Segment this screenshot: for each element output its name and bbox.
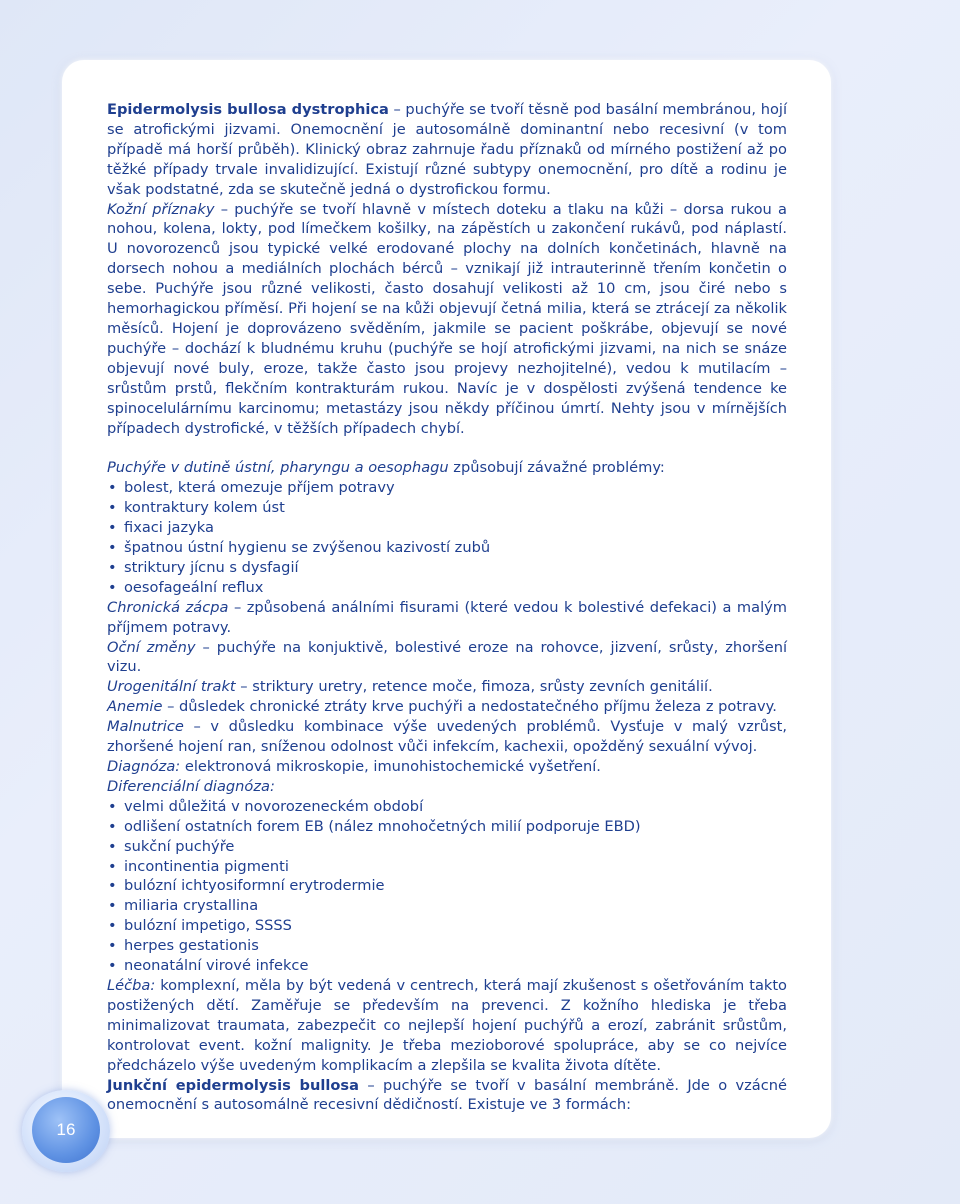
term-italic: Anemie: [107, 698, 163, 716]
paragraph-differential: [107, 777, 787, 797]
list-item: • bulózní impetigo, SSSS: [107, 916, 787, 936]
list-item: • sukční puchýře: [107, 837, 787, 857]
paragraph-malnutrition: [107, 717, 787, 757]
list-item: • miliaria crystallina: [107, 896, 787, 916]
paragraph-diagnosis: [107, 757, 787, 777]
paragraph-body: – puchýře se tvoří těsně pod basální membránou, hojí se atrofickými jizvami. Onemocnění je autosomálně dominantní nebo recesivní (v tom případě má horší průběh). Klinický obraz zahrnuje řadu příznaků od mírného postižení až po těžké případy trvale invalidizující. Existují různé subtypy onemocnění, pro dítě a rodinu je však podstatné, zda se skutečně jedná o dystrofickou formu.: [107, 101, 788, 198]
paragraph-body: – puchýře se tvoří hlavně v místech doteku a tlaku na kůži – dorsa rukou a nohou, kolena, lokty, pod límečkem košilky, na zápěstích u zakončení rukávů, pod náplastí. U novorozenců jsou typické velké erodované plochy na dolních končetinách, hlavně na dorsech nohou a mediálních plochách bérců – vznikají již intrauterinně třením končetin o sebe. Puchýře jsou různé velikosti, často dosahují velikosti až 10 cm, jsou čiré nebo s hemorhagickou příměsí. Při hojení se na kůži objevují četná milia, která se ztrácejí za několik měsíců. Hojení je doprovázeno svěděním, jakmile se pacient poškrábe, objevují se nové puchýře – dochází k bludnému kruhu (puchýře se hojí atrofickými jizvami, na nich se snáze objevují nové buly, eroze, takže často jsou projevy nezhojitelné), vedou k mutilacím – srůstům prstů, flekčním kontrakturám rukou. Navíc je v dospělosti zvýšená tendence ke spinocelulárnímu karcinomu; metastázy jsou někdy příčinou úmrtí. Nehty jsou v mírnějších případech dystrofické, v těžších případech chybí.: [107, 200, 787, 437]
spacer: [107, 438, 787, 458]
paragraph-body: – způsobená análními fisurami (které vedou k bolestivé defekaci) a malým příjmem potravy.: [107, 598, 788, 636]
list-item: • fixaci jazyka: [107, 518, 787, 538]
paragraph-skin-symptoms: [107, 200, 787, 439]
term-italic: Oční změny: [107, 638, 196, 656]
page-number-badge: [22, 1090, 110, 1172]
term-italic: Kožní příznaky: [107, 200, 215, 218]
list-item: • bulózní ichtyosiformní erytrodermie: [107, 876, 787, 896]
term-bold: Epidermolysis bullosa dystrophica: [107, 101, 389, 118]
oral-problems-list: [107, 478, 787, 597]
list-item: • oesofageální reflux: [107, 578, 787, 598]
list-item: • bolest, která omezuje příjem potravy: [107, 478, 787, 498]
paragraph-eye: [107, 638, 787, 678]
term-italic: Puchýře v dutině ústní, pharyngu a oesophagu: [107, 459, 449, 477]
term-italic: Chronická zácpa: [107, 598, 229, 616]
differential-list: [107, 797, 787, 976]
term-italic: Urogenitální trakt: [107, 678, 236, 696]
list-item: • incontinentia pigmenti: [107, 857, 787, 877]
paragraph-body: – striktury uretry, retence moče, fimoza, srůsty zevních genitálií.: [235, 678, 713, 696]
list-item: • kontraktury kolem úst: [107, 498, 787, 518]
term-italic: Léčba:: [107, 976, 156, 994]
paragraph-junctional: [107, 1076, 787, 1116]
list-item: • špatnou ústní hygienu se zvýšenou kazivostí zubů: [107, 538, 787, 558]
list-item: • neonatální virové infekce: [107, 956, 787, 976]
paragraph-constipation: [107, 598, 787, 638]
list-item: • striktury jícnu s dysfagií: [107, 558, 787, 578]
page-number: 16: [32, 1097, 100, 1163]
list-item: • velmi důležitá v novorozeneckém období: [107, 797, 787, 817]
term-bold: Junkční epidermolysis bullosa: [107, 1076, 359, 1094]
paragraph-body: – puchýře na konjuktivě, bolestivé eroze na rohovce, jizvení, srůsty, zhoršení vizu.: [107, 638, 787, 676]
paragraph-treatment: [107, 976, 787, 1076]
paragraph-anemia: [107, 697, 787, 717]
paragraph-body: elektronová mikroskopie, imunohistochemické vyšetření.: [180, 758, 601, 775]
paragraph-body: komplexní, měla by být vedená v centrech, která mají zkušenost s ošetřováním takto postižených dětí. Zaměřuje se především na prevenci. Z kožního hlediska je třeba minimalizovat traumata, zabezpečit co nejlepší hojení puchýřů a erozí, zabránit srůstům, kontrolovat event. kožní malignity. Je třeba mezioborové spolupráce, aby se co nejvíce předcházelo výše uvedeným komplikacím a zlepšila se kvalita života dítěte.: [107, 976, 787, 1074]
paragraph-body: – důsledek chronické ztráty krve puchýři a nedostatečného příjmu železa z potravy.: [162, 698, 777, 716]
paragraph-body: – v důsledku kombinace výše uvedených problémů. Vysťuje v malý vzrůst, zhoršené hojení ran, sníženou odolnost vůči infekcím, kachexii, opožděný sexuální vývoj.: [107, 718, 787, 756]
list-item: • herpes gestationis: [107, 936, 787, 956]
paragraph-oral: [107, 458, 787, 478]
paragraph-body: způsobují závažné problémy:: [448, 459, 665, 477]
term-italic: Malnutrice: [107, 718, 184, 736]
list-item: • odlišení ostatních forem EB (nález mnohočetných milií podporuje EBD): [107, 817, 787, 837]
page-text: [107, 100, 787, 1115]
paragraph-body: – puchýře se tvoří v basální membráně. Jde o vzácné onemocnění s autosomálně recesivní dědičností. Existuje ve 3 formách:: [107, 1076, 788, 1114]
paragraph-urogenital: [107, 677, 787, 697]
paragraph-ebd: [107, 100, 787, 200]
term-italic: Diferenciální diagnóza:: [107, 777, 275, 795]
term-italic: Diagnóza:: [107, 758, 181, 775]
